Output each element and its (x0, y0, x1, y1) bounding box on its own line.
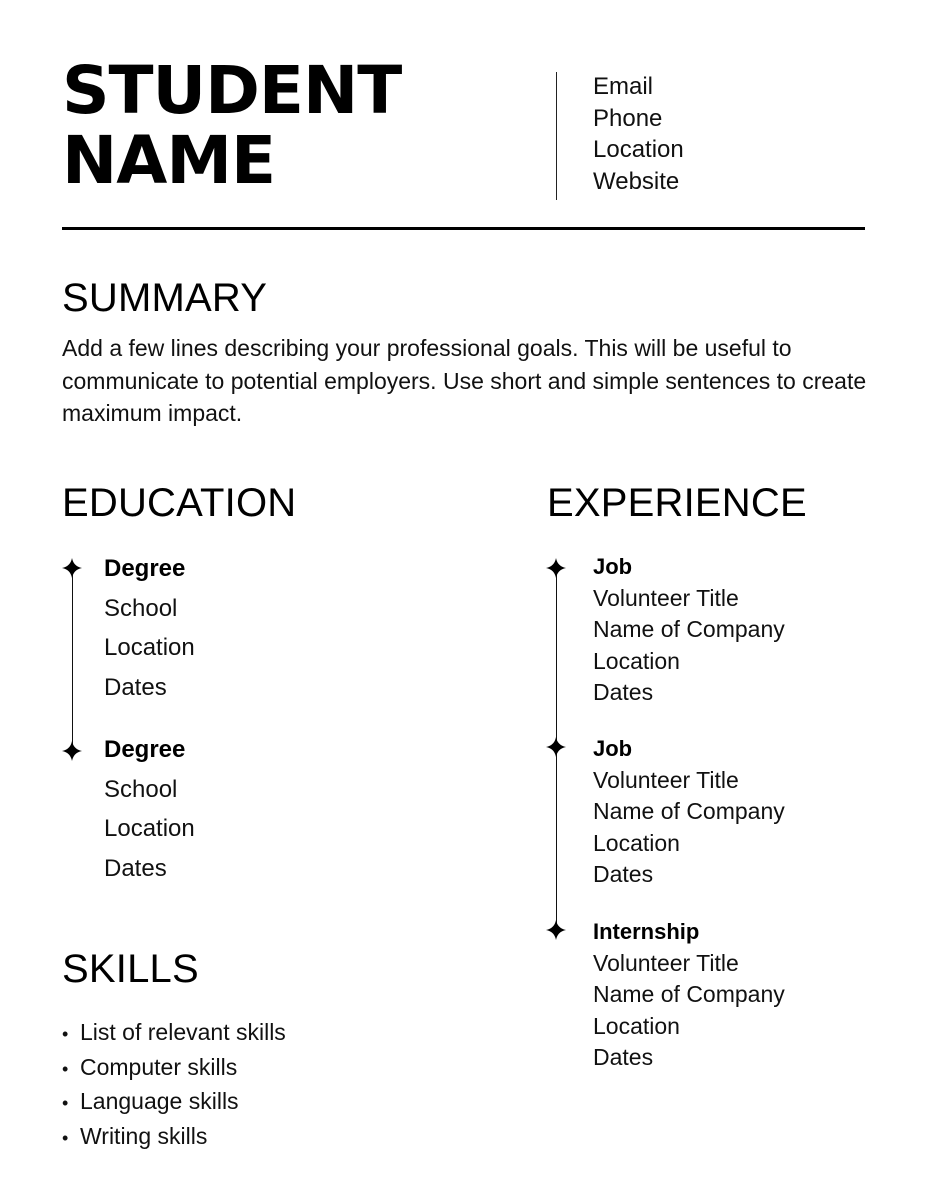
experience-role: Volunteer Title (593, 584, 739, 611)
education-degree: Degree (104, 736, 186, 763)
experience-entry (593, 551, 785, 709)
skill-text: List of relevant skills (80, 1019, 286, 1045)
skill-text: Language skills (80, 1088, 239, 1114)
student-name-line1: STUDENT (62, 52, 402, 129)
education-location: Location (104, 634, 195, 661)
experience-heading: EXPERIENCE (547, 481, 807, 525)
education-school: School (104, 775, 178, 803)
four-point-star-icon (545, 919, 567, 941)
four-point-star-icon (61, 557, 83, 579)
experience-role: Volunteer Title (593, 949, 739, 976)
list-item (62, 1016, 286, 1051)
experience-company: Name of Company (593, 981, 785, 1007)
experience-dates: Dates (593, 679, 654, 705)
list-item (62, 1120, 286, 1155)
experience-title: Job (593, 736, 633, 761)
experience-company: Name of Company (593, 616, 785, 642)
experience-entry (593, 733, 785, 891)
education-entry (104, 549, 195, 707)
experience-location: Location (593, 647, 680, 674)
skill-text: Computer skills (80, 1053, 238, 1080)
student-name-line2: NAME (62, 122, 276, 199)
bullet-icon: • (62, 1058, 69, 1079)
four-point-star-icon (545, 736, 567, 758)
experience-role: Volunteer Title (593, 766, 739, 793)
bullet-icon: • (62, 1127, 69, 1148)
education-location: Location (104, 815, 195, 842)
bullet-icon: • (62, 1093, 69, 1113)
contact-info (593, 71, 684, 197)
four-point-star-icon (545, 557, 567, 579)
experience-title: Job (593, 554, 633, 579)
education-school: School (104, 594, 178, 622)
contact-website: Website (593, 167, 680, 195)
skills-list (62, 1016, 286, 1154)
experience-dates: Dates (593, 1044, 654, 1070)
experience-dates: Dates (593, 861, 654, 887)
summary-heading: SUMMARY (62, 276, 268, 320)
header-rule (62, 227, 865, 230)
education-degree: Degree (104, 555, 186, 582)
experience-entry (593, 916, 785, 1074)
experience-location: Location (593, 1012, 680, 1039)
education-timeline-line (72, 568, 73, 751)
experience-company: Name of Company (593, 798, 785, 824)
header-divider (556, 72, 557, 200)
education-heading: EDUCATION (62, 481, 297, 525)
contact-email: Email (593, 73, 654, 100)
education-dates: Dates (104, 854, 167, 882)
education-dates: Dates (104, 673, 167, 701)
four-point-star-icon (61, 740, 83, 762)
list-item (62, 1085, 286, 1120)
bullet-icon: • (62, 1024, 69, 1044)
skill-text: Writing skills (80, 1122, 208, 1149)
contact-location: Location (593, 136, 684, 163)
skills-heading: SKILLS (62, 947, 199, 991)
summary-text: Add a few lines describing your professional goals. This will be useful to communicate to potential employers. Use short and simple sentences to create maximum impact. (62, 335, 867, 426)
list-item (62, 1051, 286, 1086)
experience-title: Internship (593, 919, 700, 944)
student-name (62, 52, 522, 199)
education-entry (104, 730, 195, 888)
experience-location: Location (593, 829, 680, 856)
contact-phone: Phone (593, 104, 663, 132)
